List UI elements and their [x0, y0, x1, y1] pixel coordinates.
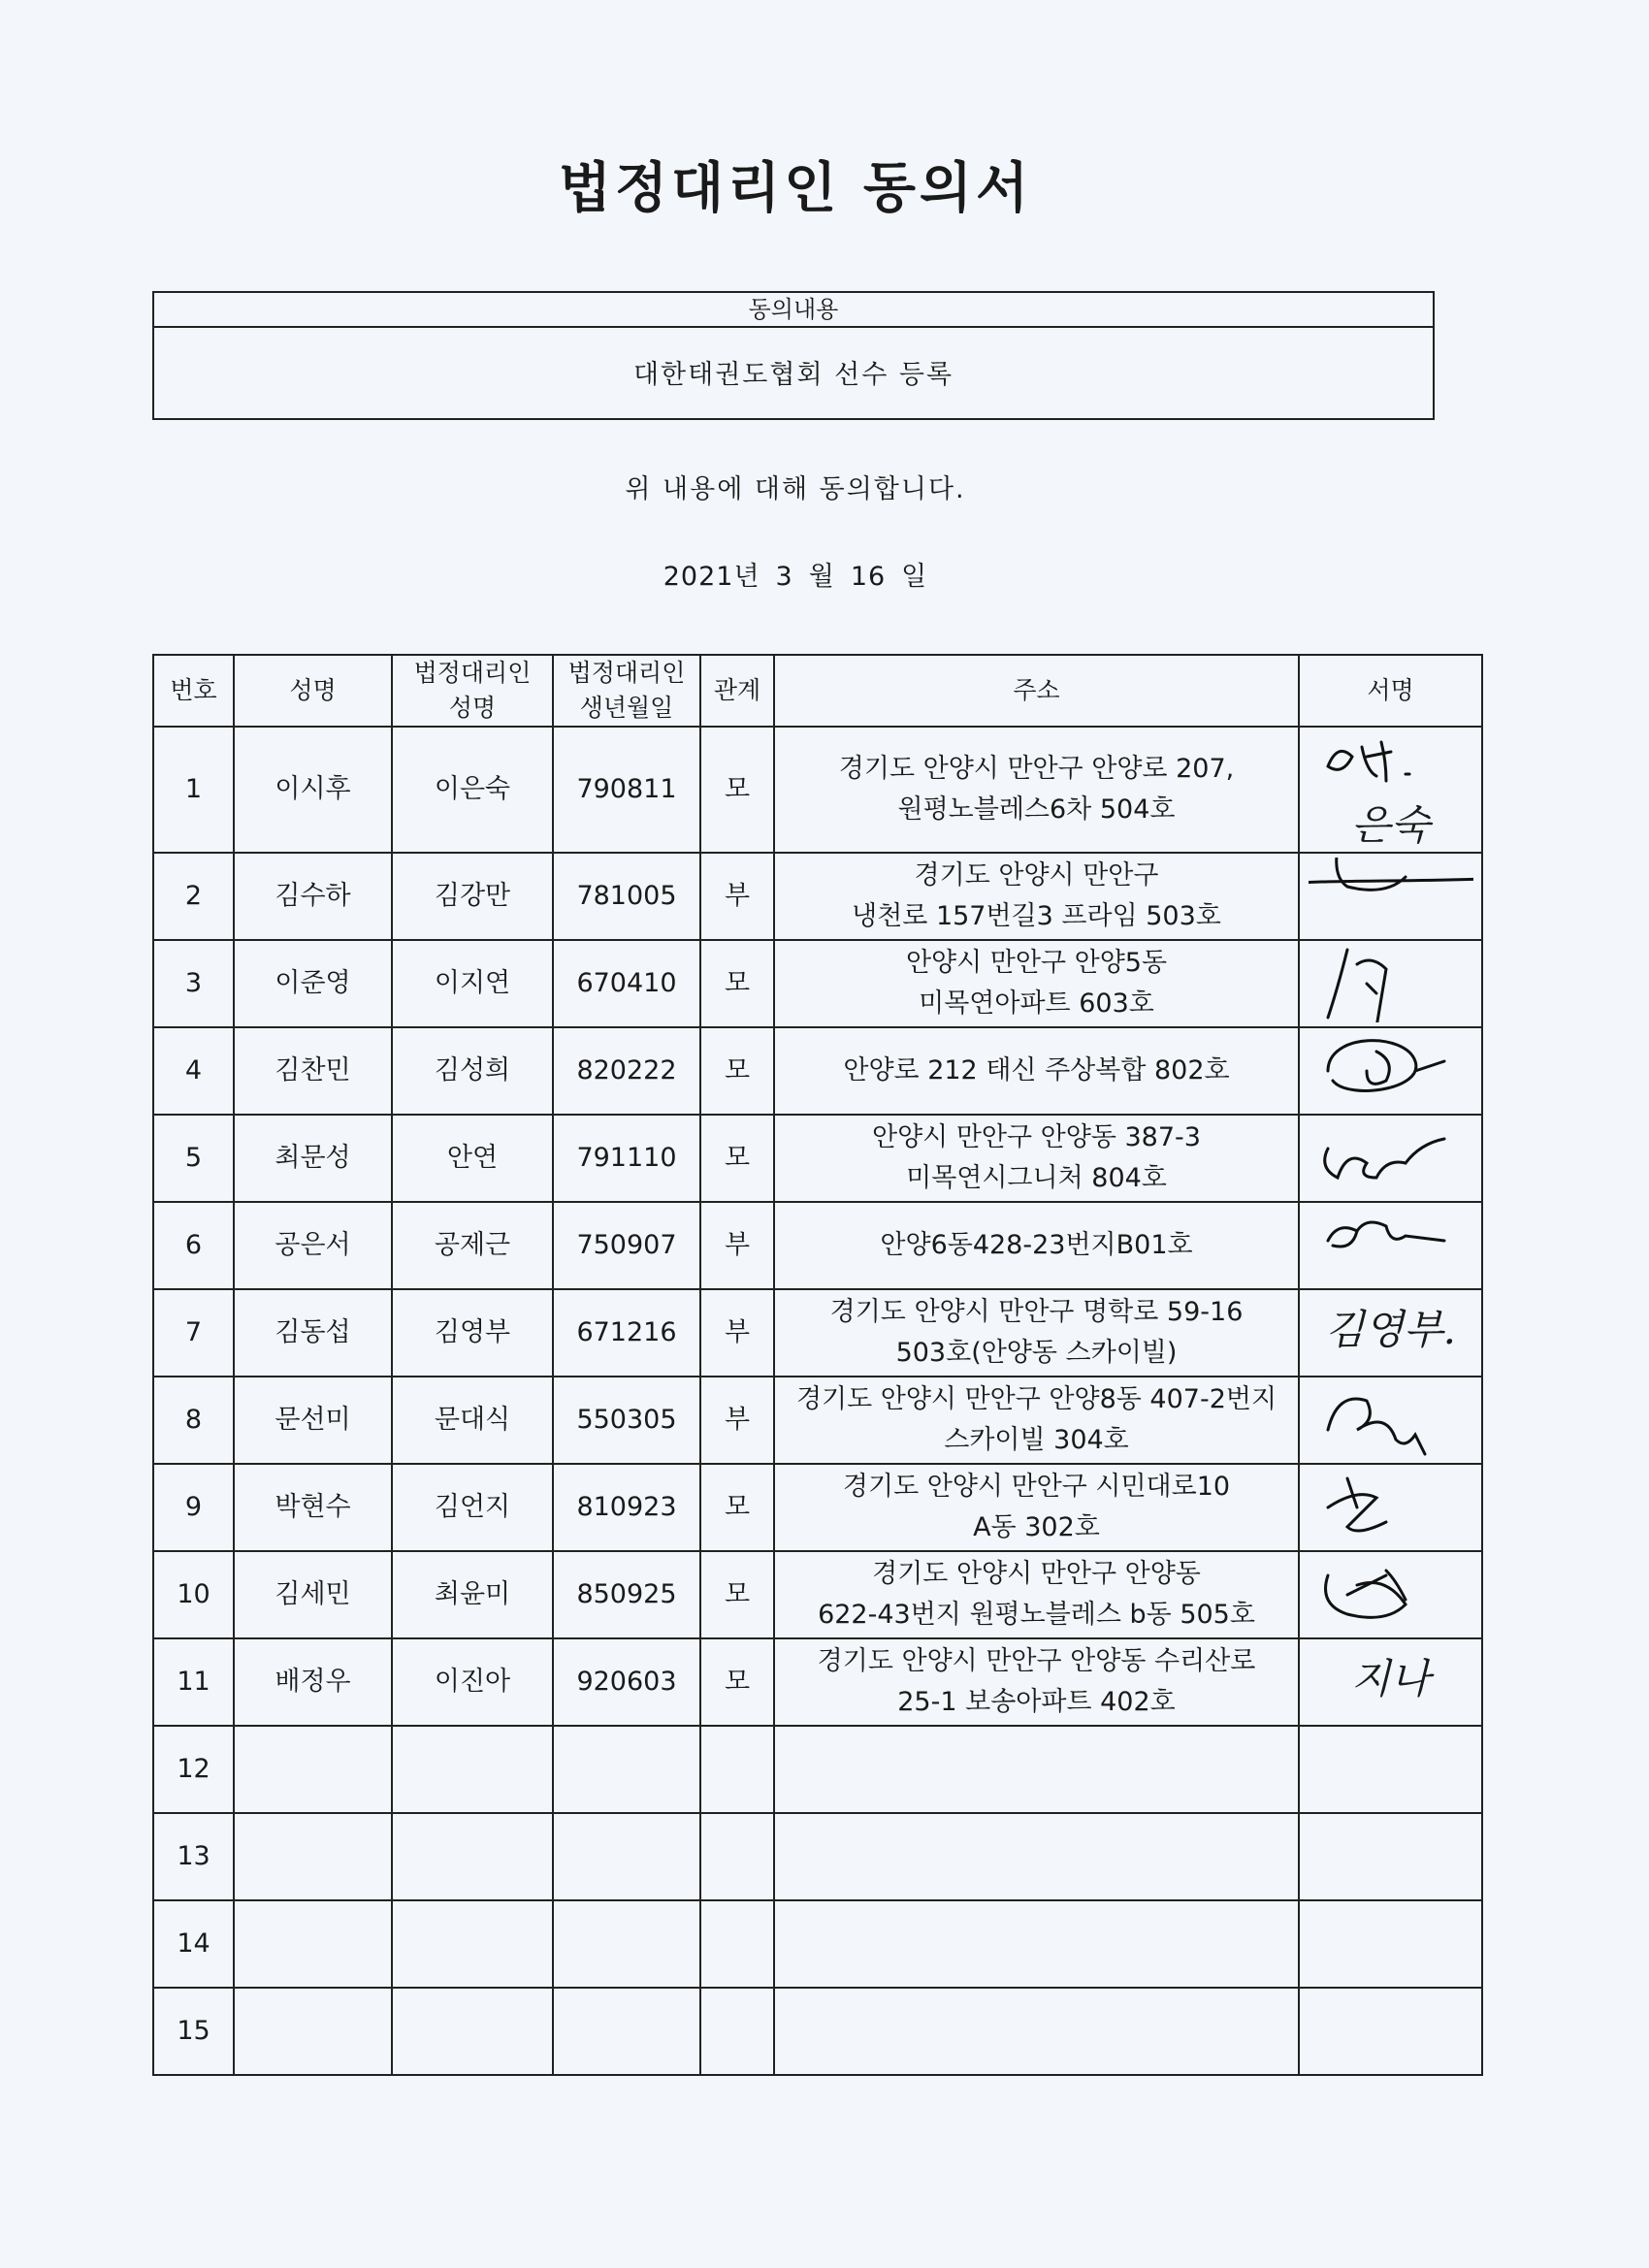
cell-guardian-name: 문대식 — [392, 1377, 553, 1464]
consent-content-box — [152, 291, 1435, 420]
address-line-2: 원평노블레스6차 504호 — [897, 794, 1176, 825]
address-line-1: 경기도 안양시 만안구 안양로 207, — [838, 754, 1235, 784]
cell-guardian-birth: 850925 — [553, 1551, 700, 1638]
address-line-1: 경기도 안양시 만안구 — [914, 860, 1159, 891]
cell-guardian-name: 안연 — [392, 1115, 553, 1202]
handwritten-signature — [1309, 1469, 1473, 1546]
cell-signature — [1299, 1638, 1482, 1726]
cell-signature — [1299, 727, 1482, 853]
cell-signature — [1299, 1377, 1482, 1464]
table-row — [153, 1551, 1482, 1638]
header-signature: 서명 — [1299, 655, 1482, 727]
cell-guardian-name: 이지연 — [392, 940, 553, 1027]
address-line-1: 안양시 만안구 안양5동 — [905, 948, 1168, 978]
cell-guardian-name: 김영부 — [392, 1289, 553, 1377]
cell-no: 4 — [153, 1027, 234, 1115]
cell-no: 15 — [153, 1988, 234, 2075]
table-row — [153, 1638, 1482, 1726]
table-row — [153, 1027, 1482, 1115]
handwritten-signature — [1309, 945, 1473, 1022]
header-guardian-name — [392, 655, 553, 727]
cell-signature — [1299, 1900, 1482, 1988]
cell-no: 3 — [153, 940, 234, 1027]
cell-signature — [1299, 940, 1482, 1027]
address-line-2: A동 302호 — [973, 1512, 1100, 1542]
table-row — [153, 1202, 1482, 1289]
cell-guardian-birth — [553, 1813, 700, 1900]
table-row — [153, 1726, 1482, 1813]
cell-name: 최문성 — [234, 1115, 392, 1202]
cell-name — [234, 1813, 392, 1900]
table-row — [153, 940, 1482, 1027]
cell-guardian-name — [392, 1813, 553, 1900]
cell-no: 8 — [153, 1377, 234, 1464]
date-month-unit: 월 — [808, 562, 835, 592]
cell-no: 1 — [153, 727, 234, 853]
address-line-1: 안양로 212 태신 주상복합 802호 — [843, 1055, 1230, 1085]
handwritten-signature — [1309, 728, 1473, 805]
cell-no: 10 — [153, 1551, 234, 1638]
cell-guardian-name — [392, 1900, 553, 1988]
header-guardian-name-line2: 성명 — [448, 694, 497, 722]
cell-no: 13 — [153, 1813, 234, 1900]
cell-signature — [1299, 1551, 1482, 1638]
cell-relation: 모 — [700, 1027, 774, 1115]
cell-relation: 모 — [700, 1464, 774, 1551]
address-line-1: 경기도 안양시 만안구 명학로 59-16 — [829, 1297, 1244, 1327]
cell-guardian-birth: 671216 — [553, 1289, 700, 1377]
signing-date — [0, 555, 1591, 593]
header-name: 성명 — [234, 655, 392, 727]
address-line-2: 25-1 보송아파트 402호 — [897, 1687, 1176, 1717]
cell-relation: 모 — [700, 1551, 774, 1638]
table-row — [153, 853, 1482, 940]
cell-relation — [700, 1900, 774, 1988]
cell-guardian-name: 최윤미 — [392, 1551, 553, 1638]
cell-name: 이시후 — [234, 727, 392, 853]
cell-signature — [1299, 1202, 1482, 1289]
cell-signature — [1299, 1289, 1482, 1377]
cell-address — [774, 1377, 1299, 1464]
agreement-statement: 위 내용에 대해 동의합니다. — [625, 474, 966, 504]
cell-name: 공은서 — [234, 1202, 392, 1289]
cell-guardian-birth — [553, 1988, 700, 2075]
cell-no: 14 — [153, 1900, 234, 1988]
cell-no: 9 — [153, 1464, 234, 1551]
cell-no: 12 — [153, 1726, 234, 1813]
address-line-2: 503호(안양동 스카이빌) — [895, 1338, 1178, 1368]
cell-relation: 모 — [700, 940, 774, 1027]
cell-address — [774, 1202, 1299, 1289]
cell-name: 문선미 — [234, 1377, 392, 1464]
date-day-unit: 일 — [901, 562, 928, 592]
address-line-2: 622-43번지 원평노블레스 b동 505호 — [818, 1600, 1255, 1630]
cell-name — [234, 1726, 392, 1813]
consent-content: 대한태권도협회 선수 등록 — [632, 360, 954, 390]
address-line-1: 경기도 안양시 만안구 시민대로10 — [842, 1472, 1231, 1502]
cell-signature — [1299, 1027, 1482, 1115]
handwritten-signature — [1309, 1556, 1473, 1634]
cell-signature — [1299, 1726, 1482, 1813]
cell-relation: 부 — [700, 1377, 774, 1464]
address-line-1: 경기도 안양시 만안구 안양8동 407-2번지 — [795, 1384, 1277, 1414]
cell-guardian-birth: 781005 — [553, 853, 700, 940]
handwritten-signature — [1309, 1119, 1473, 1197]
address-line-1: 경기도 안양시 만안구 안양동 — [872, 1559, 1201, 1589]
cell-relation — [700, 1988, 774, 2075]
header-guardian-birth-line1: 법정대리인 — [567, 659, 686, 687]
cell-name: 김찬민 — [234, 1027, 392, 1115]
cell-name — [234, 1900, 392, 1988]
document-title: 법정대리인 동의서 — [558, 157, 1033, 220]
signature-text: 은숙 — [1350, 801, 1431, 849]
cell-signature — [1299, 1115, 1482, 1202]
cell-address — [774, 1551, 1299, 1638]
cell-guardian-name — [392, 1988, 553, 2075]
cell-guardian-birth: 920603 — [553, 1638, 700, 1726]
cell-no: 7 — [153, 1289, 234, 1377]
cell-no: 11 — [153, 1638, 234, 1726]
header-address: 주소 — [774, 655, 1299, 727]
cell-guardian-name: 이은숙 — [392, 727, 553, 853]
table-row — [153, 1115, 1482, 1202]
table-row — [153, 1464, 1482, 1551]
signature-text: 김영부. — [1324, 1306, 1457, 1353]
cell-relation: 모 — [700, 727, 774, 853]
cell-guardian-birth — [553, 1726, 700, 1813]
cell-guardian-birth: 810923 — [553, 1464, 700, 1551]
table-row — [153, 1900, 1482, 1988]
cell-name: 김동섭 — [234, 1289, 392, 1377]
cell-signature — [1299, 1464, 1482, 1551]
cell-address — [774, 1464, 1299, 1551]
header-guardian-birth — [553, 655, 700, 727]
cell-address — [774, 940, 1299, 1027]
cell-name: 박현수 — [234, 1464, 392, 1551]
cell-address — [774, 1027, 1299, 1115]
cell-no: 5 — [153, 1115, 234, 1202]
header-relation: 관계 — [700, 655, 774, 727]
cell-address — [774, 1638, 1299, 1726]
cell-no: 2 — [153, 853, 234, 940]
cell-guardian-name: 공제근 — [392, 1202, 553, 1289]
date-year: 2021년 — [663, 562, 760, 592]
cell-guardian-birth — [553, 1900, 700, 1988]
cell-guardian-name: 김강만 — [392, 853, 553, 940]
cell-address — [774, 1726, 1299, 1813]
table-row — [153, 1377, 1482, 1464]
cell-relation: 모 — [700, 1638, 774, 1726]
guardian-roster-table — [152, 654, 1483, 2076]
cell-signature — [1299, 853, 1482, 940]
cell-name: 배정우 — [234, 1638, 392, 1726]
handwritten-signature — [1309, 1032, 1473, 1110]
cell-name: 김세민 — [234, 1551, 392, 1638]
address-line-2: 미목연아파트 603호 — [919, 988, 1154, 1019]
signature-text: 지나 — [1350, 1655, 1431, 1702]
cell-relation: 부 — [700, 1289, 774, 1377]
cell-guardian-name: 김성희 — [392, 1027, 553, 1115]
header-guardian-birth-line2: 생년월일 — [579, 694, 674, 722]
cell-relation — [700, 1726, 774, 1813]
table-header-row — [153, 655, 1482, 727]
cell-guardian-name — [392, 1726, 553, 1813]
table-row — [153, 1813, 1482, 1900]
cell-name — [234, 1988, 392, 2075]
cell-no: 6 — [153, 1202, 234, 1289]
cell-guardian-name: 김언지 — [392, 1464, 553, 1551]
handwritten-signature — [1309, 1381, 1473, 1459]
cell-address — [774, 1988, 1299, 2075]
date-month: 3 — [775, 562, 793, 592]
cell-guardian-name: 이진아 — [392, 1638, 553, 1726]
date-day: 16 — [850, 562, 887, 592]
cell-address — [774, 1289, 1299, 1377]
table-row — [153, 727, 1482, 853]
handwritten-signature — [1309, 1207, 1473, 1284]
cell-relation: 부 — [700, 853, 774, 940]
header-no: 번호 — [153, 655, 234, 727]
cell-address — [774, 1900, 1299, 1988]
cell-guardian-birth: 670410 — [553, 940, 700, 1027]
table-row — [153, 1289, 1482, 1377]
cell-name: 김수하 — [234, 853, 392, 940]
address-line-2: 스카이빌 304호 — [944, 1425, 1129, 1455]
cell-relation — [700, 1813, 774, 1900]
cell-name: 이준영 — [234, 940, 392, 1027]
address-line-1: 안양시 만안구 안양동 387-3 — [872, 1122, 1201, 1152]
handwritten-signature — [1309, 858, 1473, 935]
table-row — [153, 1988, 1482, 2075]
cell-relation: 부 — [700, 1202, 774, 1289]
cell-guardian-birth: 820222 — [553, 1027, 700, 1115]
cell-address — [774, 1813, 1299, 1900]
cell-signature — [1299, 1813, 1482, 1900]
cell-guardian-birth: 791110 — [553, 1115, 700, 1202]
cell-signature — [1299, 1988, 1482, 2075]
cell-address — [774, 727, 1299, 853]
consent-header: 동의내용 — [154, 293, 1433, 328]
cell-relation: 모 — [700, 1115, 774, 1202]
cell-guardian-birth: 790811 — [553, 727, 700, 853]
address-line-2: 냉천로 157번길3 프라임 503호 — [852, 901, 1221, 931]
cell-guardian-birth: 550305 — [553, 1377, 700, 1464]
header-guardian-name-line1: 법정대리인 — [413, 659, 532, 687]
cell-guardian-birth: 750907 — [553, 1202, 700, 1289]
address-line-1: 경기도 안양시 만안구 안양동 수리산로 — [817, 1646, 1256, 1676]
cell-address — [774, 853, 1299, 940]
address-line-1: 안양6동428-23번지B01호 — [880, 1230, 1193, 1260]
cell-address — [774, 1115, 1299, 1202]
address-line-2: 미목연시그니처 804호 — [906, 1163, 1167, 1193]
